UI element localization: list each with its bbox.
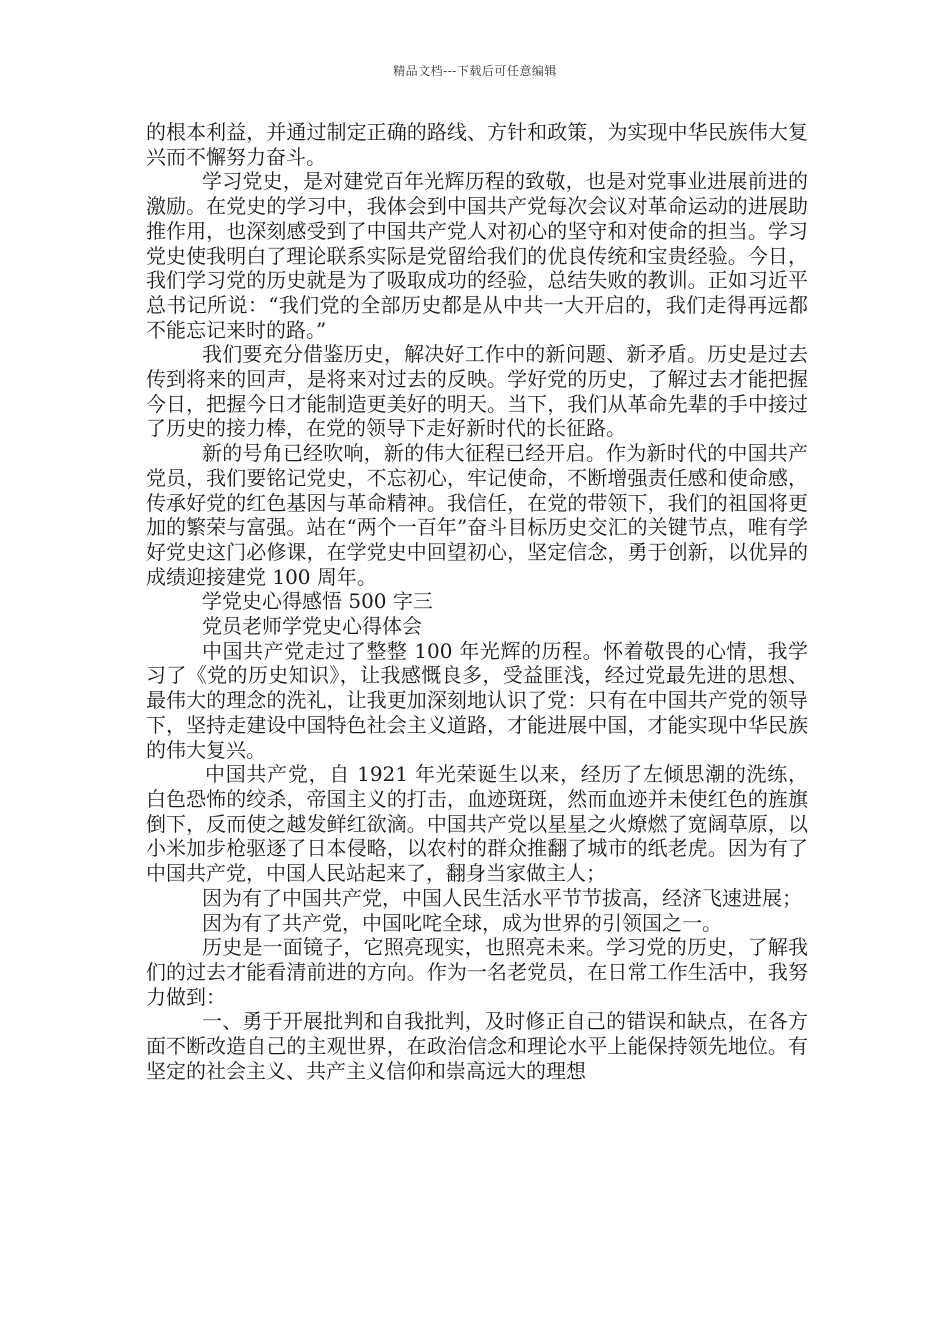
paragraph: 历史是一面镜子，它照亮现实，也照亮未来。学习党的历史，了解我们的过去才能看清前进的方向。作为一名老党员，在日常工作生活中，我努力做到： bbox=[146, 935, 808, 1009]
paragraph: 中国共产党走过了整整 100 年光辉的历程。怀着敬畏的心情，我学习了《党的历史知识》，让我感慨良多，受益匪浅，经过党最先进的思想、最伟大的理念的洗礼，让我更加深刻地认识了党：只有在中国共产党的领导下，坚持走建设中国特色社会主义道路，才能进展中国，才能实现中华民族的伟大复兴。 bbox=[146, 638, 808, 762]
page-header: 精品文档---下载后可任意编辑 bbox=[393, 64, 557, 78]
paragraph: 新的号角已经吹响，新的伟大征程已经开启。作为新时代的中国共产党员，我们要铭记党史，不忘初心，牢记使命，不断增强责任感和使命感，传承好党的红色基因与革命精神。我信任，在党的带领下，我们的祖国将更加的繁荣与富强。站在“两个一百年”奋斗目标历史交汇的关键节点，唯有学好党史这门必修课，在学党史中回望初心，坚定信念，勇于创新，以优异的成绩迎接建党 100 周年。 bbox=[146, 441, 808, 589]
paragraph: 的根本利益，并通过制定正确的路线、方针和政策，为实现中华民族伟大复兴而不懈努力奋斗。 bbox=[146, 120, 808, 169]
paragraph: 中国共产党，自 1921 年光荣诞生以来，经历了左倾思潮的洗练，白色恐怖的绞杀，帝国主义的打击，血迹斑斑，然而血迹并未使红色的旌旗倒下，反而使之越发鲜红欲滴。中国共产党以星星之火燎燃了宽阔草原，以小米加步枪驱逐了日本侵略，以农村的群众推翻了城市的纸老虎。因为有了中国共产党，中国人民站起来了，翻身当家做主人； bbox=[146, 762, 808, 886]
document-body bbox=[146, 120, 808, 1083]
paragraph: 因为有了共产党，中国叱咤全球，成为世界的引领国之一。 bbox=[202, 910, 722, 935]
section-subheading: 党员老师学党史心得体会 bbox=[202, 614, 422, 639]
paragraph: 学习党史，是对建党百年光辉历程的致敬，也是对党事业进展前进的激励。在党史的学习中，我体会到中国共产党每次会议对革命运动的进展助推作用，也深刻感受到了中国共产党人对初心的坚守和对使命的担当。学习党史使我明白了理论联系实际是党留给我们的优良传统和宝贵经验。今日，我们学习党的历史就是为了吸取成功的经验，总结失败的教训。正如习近平总书记所说：“我们党的全部历史都是从中共一大开启的，我们走得再远都不能忘记来时的路。” bbox=[146, 169, 808, 342]
paragraph: 因为有了中国共产党，中国人民生活水平节节拔高，经济飞速进展； bbox=[202, 885, 802, 910]
paragraph: 我们要充分借鉴历史，解决好工作中的新问题、新矛盾。历史是过去传到将来的回声，是将来对过去的反映。学好党的历史，了解过去才能把握今日，把握今日才能制造更美好的明天。当下，我们从革命先辈的手中接过了历史的接力棒，在党的领导下走好新时代的长征路。 bbox=[146, 342, 808, 441]
section-heading: 学党史心得感悟 500 字三 bbox=[202, 589, 433, 614]
paragraph: 一、勇于开展批判和自我批判，及时修正自己的错误和缺点，在各方面不断改造自己的主观世界，在政治信念和理论水平上能保持领先地位。有坚定的社会主义、共产主义信仰和崇高远大的理想 bbox=[146, 1009, 808, 1083]
